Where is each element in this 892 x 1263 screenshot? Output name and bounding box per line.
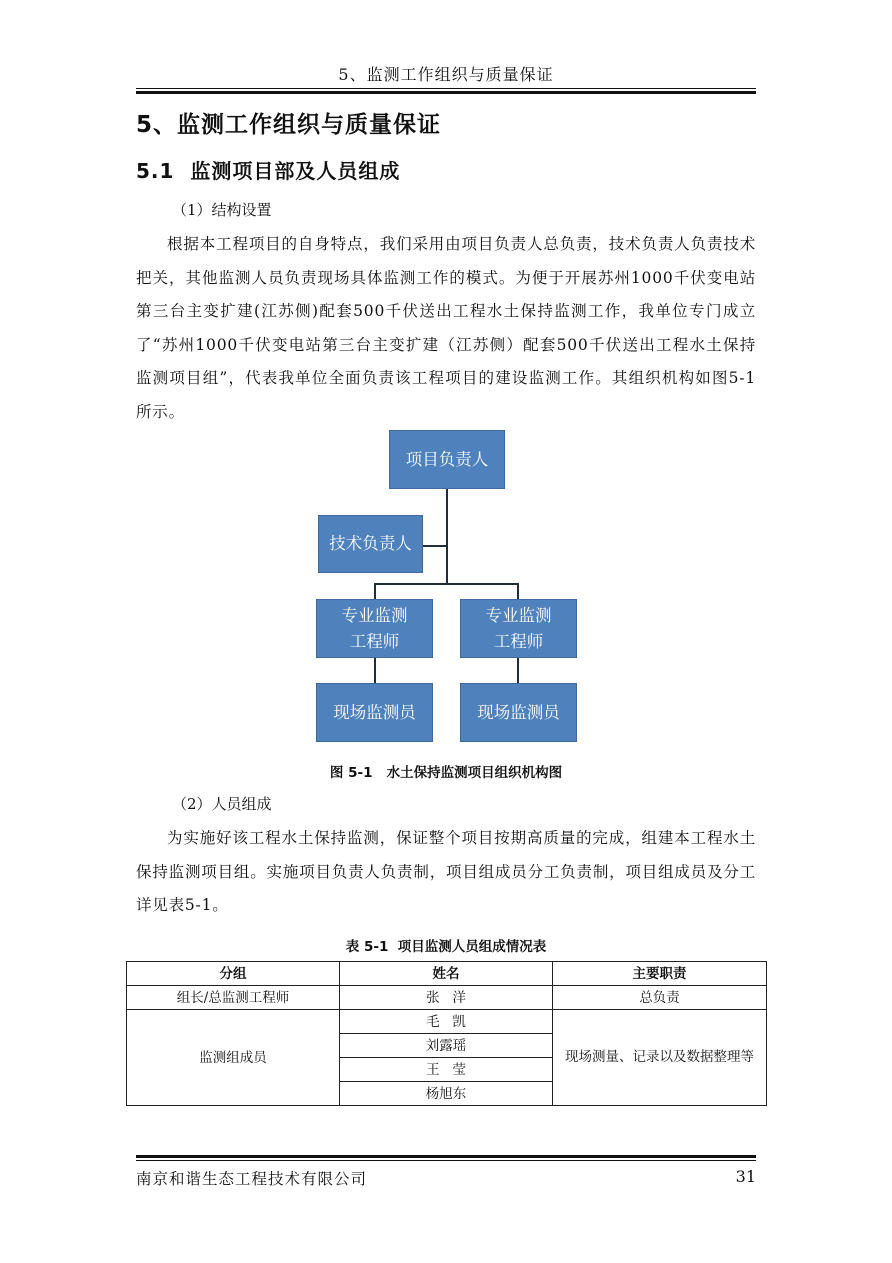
footer-rule-thin [136, 1160, 756, 1161]
part1-paragraph: 根据本工程项目的自身特点，我们采用由项目负责人总负责，技术负责人负责技术把关，其他监测人员负责现场具体监测工作的模式。为便于开展苏州1000千伏变电站第三台主变扩建(江苏侧)配套500千伏送出工程水土保持监测工作，我单位专门成立了“苏州1000千伏变电站第三台主变扩建（江苏侧）配套500千伏送出工程水土保持监测项目组”，代表我单位全面负责该工程项目的建设监测工作。其组织机构如图5-1所示。 [136, 235, 756, 421]
cell-name: 杨旭东 [340, 1082, 553, 1106]
table-row [127, 1010, 767, 1034]
subsection-title: 5.1 监测项目部及人员组成 [136, 159, 401, 183]
footer-rule-thick [136, 1155, 756, 1158]
connector-right-down [517, 583, 519, 599]
cell-name: 张 洋 [340, 986, 553, 1010]
running-header: 5、监测工作组织与质量保证 [338, 65, 554, 84]
org-box-project-leader: 项目负责人 [389, 430, 505, 489]
column-header-name: 姓名 [340, 962, 553, 986]
cell-name: 毛 凯 [340, 1010, 553, 1034]
part1-heading: （1）结构设置 [172, 201, 272, 219]
connector-horizontal [374, 583, 518, 585]
cell-group: 组长/总监测工程师 [127, 986, 340, 1010]
part2-paragraph: 为实施好该工程水土保持监测，保证整个项目按期高质量的完成，组建本工程水土保持监测项目组。实施项目负责人负责制，项目组成员分工负责制，项目组成员及分工详见表5-1。 [136, 829, 756, 914]
org-box-engineer-right: 专业监测 工程师 [460, 599, 577, 658]
table-caption: 表 5-1 项目监测人员组成情况表 [345, 939, 547, 955]
cell-duty: 总负责 [553, 986, 767, 1010]
page-number: 31 [735, 1167, 756, 1186]
connector-right-field [517, 657, 519, 683]
org-box-tech-leader: 技术负责人 [318, 515, 423, 573]
connector-tech [422, 545, 446, 547]
table-header-row [127, 962, 767, 986]
column-header-duty: 主要职责 [553, 962, 767, 986]
footer-company: 南京和谐生态工程技术有限公司 [136, 1170, 368, 1188]
cell-duty: 现场测量、记录以及数据整理等 [553, 1010, 767, 1106]
table-row [127, 986, 767, 1010]
cell-name: 王 莹 [340, 1058, 553, 1082]
org-box-engineer-left: 专业监测 工程师 [316, 599, 433, 658]
figure-caption: 图 5-1 水土保持监测项目组织机构图 [329, 765, 563, 781]
section-title: 5、监测工作组织与质量保证 [136, 112, 442, 138]
staff-table [126, 961, 767, 1106]
cell-group: 监测组成员 [127, 1010, 340, 1106]
connector-vertical-main [446, 488, 448, 584]
connector-left-down [374, 583, 376, 599]
column-header-group: 分组 [127, 962, 340, 986]
cell-name: 刘露瑶 [340, 1034, 553, 1058]
connector-left-field [374, 657, 376, 683]
part2-heading: （2）人员组成 [172, 795, 272, 813]
org-box-field-right: 现场监测员 [460, 683, 577, 742]
org-box-field-left: 现场监测员 [316, 683, 433, 742]
